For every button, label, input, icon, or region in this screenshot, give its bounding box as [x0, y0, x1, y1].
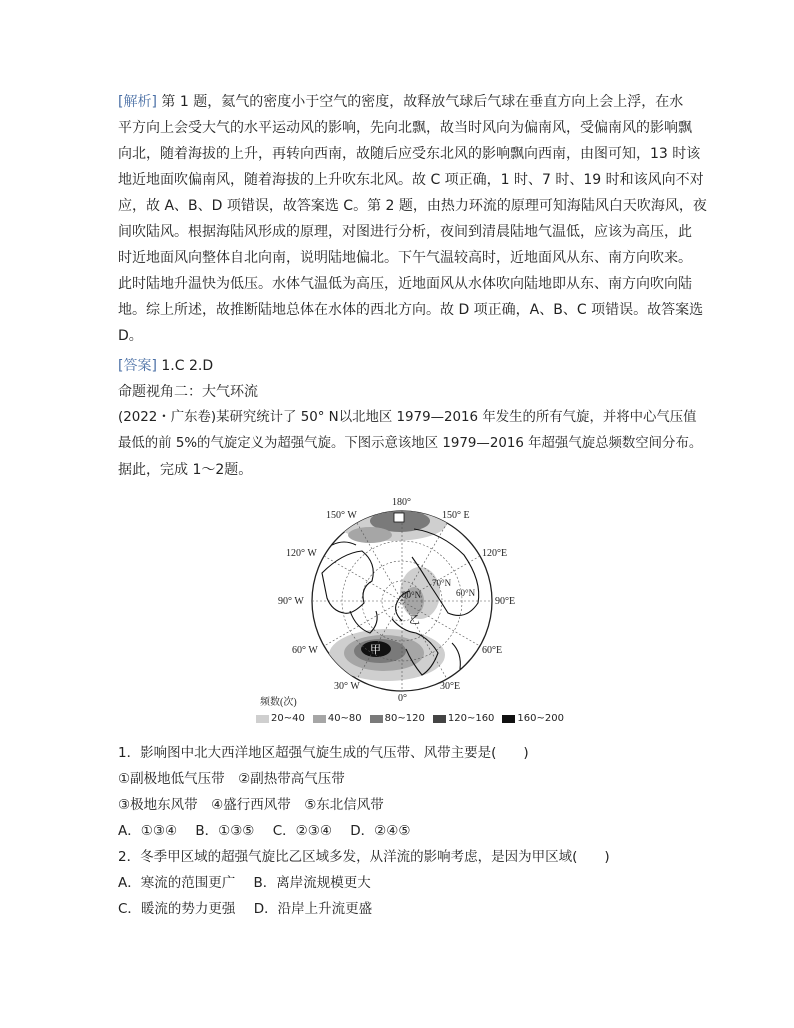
- label-150w: 150° W: [326, 510, 357, 521]
- label-60e: 60°E: [482, 645, 503, 656]
- legend-swatch: [433, 715, 446, 723]
- analysis-line: 此时陆地升温快为低压。水体气温低为高压，近地面风从水体吹向陆地即从东、南方向吹向陆: [118, 276, 692, 292]
- map-legend: [256, 713, 569, 724]
- label-90w: 90° W: [278, 596, 304, 607]
- legend-label: 120~160: [447, 713, 495, 724]
- analysis-line: 时近地面风向整体自北向南，说明陆地偏北。下午气温较高时，近地面风从东、南方向吹来。: [118, 250, 692, 266]
- label-180: 180°: [392, 497, 411, 508]
- analysis-line: 应，故 A、B、D 项错误，故答案选 C。第 2 题，由热力环流的原理可知海陆风白天吹海风，夜: [118, 198, 707, 214]
- polar-map-svg: [252, 493, 552, 713]
- q2-stem: 2．冬季甲区域的超强气旋比乙区域多发，从洋流的影响考虑，是因为甲区域( ): [118, 849, 610, 865]
- label-120e: 120°E: [482, 548, 508, 559]
- q1-items-b: ③极地东风带 ④盛行西风带 ⑤东北信风带: [118, 797, 384, 813]
- label-120w: 120° W: [286, 548, 317, 559]
- label-30w: 30° W: [334, 681, 360, 692]
- q2-option-a[interactable]: A．寒流的范围更广: [118, 875, 236, 891]
- legend-item: [256, 713, 305, 724]
- label-0: 0°: [398, 693, 407, 704]
- q2-option-d[interactable]: D．沿岸上升流更盛: [253, 901, 373, 917]
- topic-heading: 命题视角二：大气环流: [118, 384, 258, 400]
- shade-pacific-2: [348, 527, 392, 543]
- q2-option-c[interactable]: C．暖流的势力更强: [118, 901, 236, 917]
- q1-option-a[interactable]: A．①③④: [118, 823, 178, 839]
- intro-line: 最低的前 5%的气旋定义为超强气旋。下图示意该地区 1979—2016 年超强气旋总频数空间分布。: [118, 436, 703, 451]
- analysis-tag: [解析]: [118, 94, 157, 110]
- question-intro: [118, 405, 703, 483]
- analysis-line: 地。综上所述，故推断陆地总体在水体的西北方向。故 D 项正确，A、B、C 项错误。故答案选: [118, 302, 704, 318]
- legend-swatch: [313, 715, 326, 723]
- legend-item: [370, 713, 425, 724]
- pacific-box: [394, 513, 404, 522]
- intro-line: (2022・广东卷)某研究统计了 50° N以北地区 1979—2016 年发生的所有气旋，并将中心气压值: [118, 410, 697, 425]
- intro-line: 据此，完成 1～2题。: [118, 462, 253, 478]
- analysis-line: 第 1 题，氦气的密度小于空气的密度，故释放气球后气球在垂直方向上会上浮，在水: [156, 94, 684, 110]
- legend-label: 80~120: [384, 713, 425, 724]
- analysis-line: 平方向上会受大气的水平运动风的影响，先向北飘，故当时风向为偏南风，受偏南风的影响飘: [118, 120, 692, 136]
- label-70n: 70°N: [432, 578, 452, 588]
- q1-option-d[interactable]: D．②④⑤: [350, 823, 411, 839]
- analysis-line: 间吹陆风。根据海陆风形成的原理，对图进行分析，夜间到清晨陆地气温低，应该为高压，此: [118, 224, 692, 240]
- label-60w: 60° W: [292, 645, 318, 656]
- answer-tag: [答案]: [118, 358, 157, 374]
- legend-swatch: [370, 715, 383, 723]
- cyclone-frequency-map: [252, 493, 552, 733]
- label-jia: 甲: [370, 644, 381, 656]
- legend-swatch: [502, 715, 515, 723]
- q1-option-c[interactable]: C．②③④: [272, 823, 332, 839]
- q2-options-row2: [118, 896, 684, 922]
- q2-option-b[interactable]: B．离岸流规模更大: [253, 875, 371, 891]
- legend-label: 40~80: [327, 713, 362, 724]
- label-150e: 150° E: [442, 510, 470, 521]
- label-yi: 乙: [409, 614, 420, 626]
- legend-item: [502, 713, 564, 724]
- analysis-section: [118, 89, 707, 349]
- question-1: [118, 740, 684, 844]
- label-80n: 80°N: [402, 590, 422, 600]
- label-30e: 30°E: [440, 681, 461, 692]
- answer-line: [118, 353, 684, 379]
- q2-options-row1: [118, 870, 684, 896]
- legend-label: 20~40: [271, 713, 305, 724]
- answer-text: 1.C 2.D: [156, 358, 214, 374]
- label-60n: 60°N: [456, 588, 476, 598]
- q1-option-b[interactable]: B．①③⑤: [195, 823, 255, 839]
- analysis-line: D。: [118, 328, 143, 344]
- legend-label: 160~200: [517, 713, 564, 724]
- legend-item: [313, 713, 362, 724]
- label-unit: 频数(次): [260, 697, 297, 708]
- q1-items-a: ①副极地低气压带 ②副热带高气压带: [118, 771, 345, 787]
- legend-item: [433, 713, 495, 724]
- analysis-line: 地近地面吹偏南风，随着海拔的上升吹东北风。故 C 项正确，1 时、7 时、19 时和该风向不对: [118, 172, 704, 188]
- label-90e: 90°E: [495, 596, 516, 607]
- question-2: [118, 844, 684, 922]
- q1-stem: 1．影响图中北大西洋地区超强气旋生成的气压带、风带主要是( ): [118, 745, 529, 761]
- legend-swatch: [256, 715, 269, 723]
- analysis-line: 向北，随着海拔的上升，再转向西南，故随后应受东北风的影响飘向西南，由图可知，13 时该: [118, 146, 701, 162]
- q1-options: [118, 818, 684, 844]
